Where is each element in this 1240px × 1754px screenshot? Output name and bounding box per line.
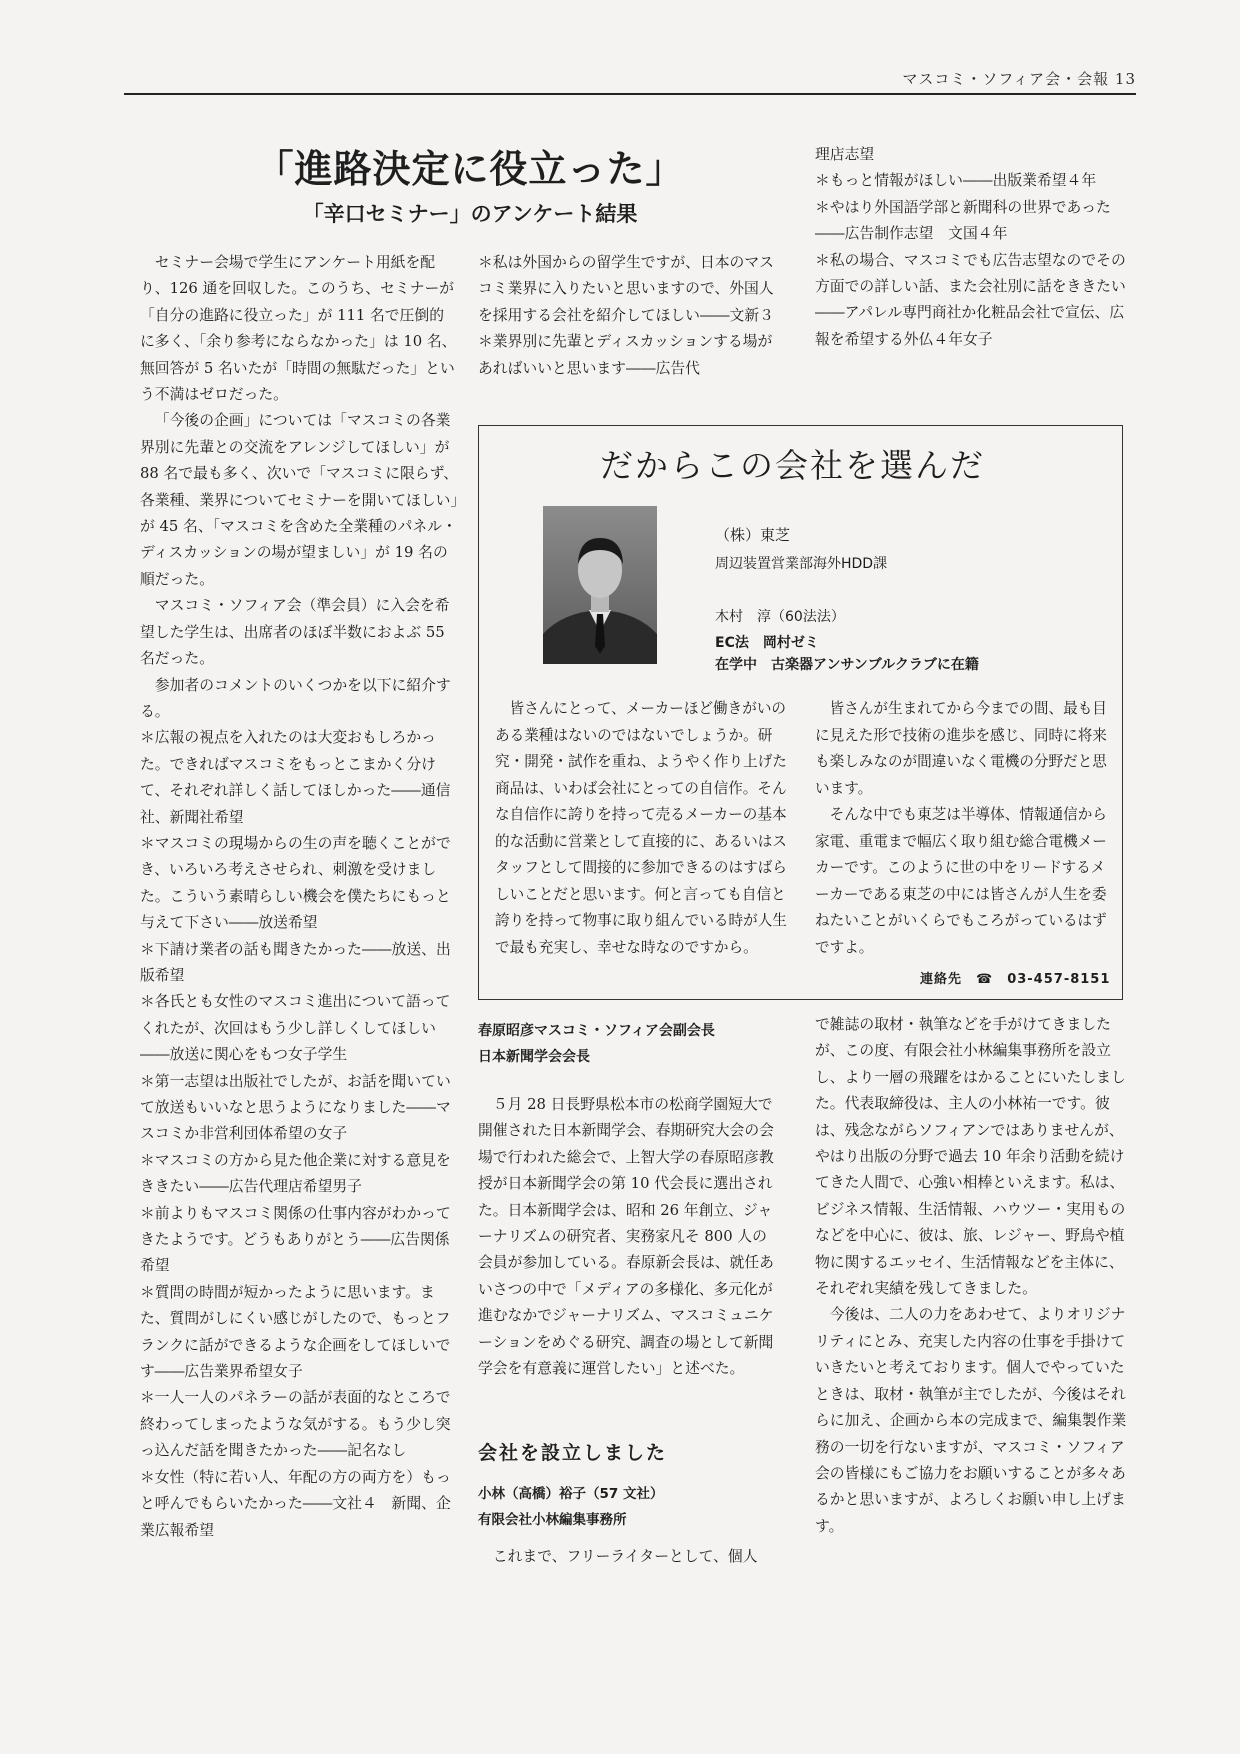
club-info: 在学中 古楽器アンサンブルクラブに在籍: [715, 657, 979, 673]
comment-item: ＊業界別に先輩とディスカッションする場があればいいと思います――広告代: [478, 333, 773, 377]
news-heading: 会社を設立しました: [478, 1442, 668, 1464]
page-header-label: マスコミ・ソフィア会・会報 13: [902, 70, 1136, 88]
paragraph: これまで、フリーライターとして、個人: [492, 1548, 758, 1565]
comment-item: ＊私は外国からの留学生ですが、日本のマスコミ業界に入りたいと思いますので、外国人を採用する会社を紹介してほしい――文新３: [478, 254, 774, 324]
paragraph: ５月 28 日長野県松本市の松商学園短大で開催された日本新聞学会、春期研究大会の会場で行われた総会で、上智大学の春原昭彦教授が日本新聞学会の第 10 代会長に選出された。日本新聞学会は、昭和 26 年創立、ジャーナリズムの研究者、実務家凡そ 800 人の会員が参加している。春原新会長は、就任あいさつの中で「メディアの多様化、多元化が進むなかでジャーナリズム、マスコミュニケーションをめぐる研究、調査の場として新聞学会を有意義に運営したい」と述べた。: [478, 1096, 774, 1378]
news-heading-line: 春原昭彦マスコミ・ソフィア会副会長: [478, 1023, 715, 1039]
feature-column-1: [495, 696, 790, 961]
paragraph: で雑誌の取材・執筆などを手がけてきましたが、この度、有限会社小林編集事務所を設立し、より一層の飛躍をはかることにいたしました。代表取締役は、主人の小林祐一です。彼は、残念ながらソフィアンではありませんが、やはり出版の分野で過去 10 年余り活動を続けてきた人間で、心強い相棒といえます。私は、ビジネス情報、生活情報、ハウツー・実用ものなどを中心に、彼は、旅、レジャー、野鳥や植物に関するエッセイ、生活情報などを主体に、それぞれ実績を残してきました。: [815, 1016, 1126, 1298]
article-title: 「進路決定に役立った」: [255, 146, 685, 191]
comment-item: ＊第一志望は出版社でしたが、お話を聞いていて放送もいいなと思うようになりました――マスコミか非営利団体希望の女子: [140, 1072, 451, 1143]
comment-item: ＊各氏とも女性のマスコミ進出について語ってくれたが、次回はもう少し詳しくしてほしい――放送に関心をもつ女子学生: [140, 993, 451, 1064]
news-body-continued: [815, 1012, 1130, 1540]
paragraph: マスコミ・ソフィア会（準会員）に入会を希望した学生は、出席者のほぼ半数におよぶ 55 名だった。: [140, 597, 450, 668]
comment-item: ＊下請け業者の話も聞きたかった――放送、出版希望: [140, 940, 451, 984]
paragraph: セミナー会場で学生にアンケート用紙を配り、126 通を回収した。このうち、セミナーが「自分の進路に役立った」が 111 名で圧倒的に多く、「余り参考にならなかった」は 10 名、無回答が 5 名いたが「時間の無駄だった」という不満はゼロだった。: [140, 254, 457, 404]
department-name: 周辺装置営業部海外HDD課: [715, 556, 888, 572]
survey-column-3: [815, 142, 1130, 353]
comment-item: ＊私の場合、マスコミでも広告志望なのでその方面での詳しい話、また会社別に話をききたい――アパレル専門商社か化粧品会社で宣伝、広報を希望する外仏４年女子: [815, 251, 1126, 348]
survey-column-2: [478, 250, 778, 382]
person-name: 木村 淳（60法法）: [715, 609, 845, 625]
comment-item: ＊質問の時間が短かったように思います。また、質問がしにくい感じがしたので、もっとフランクに話ができるような企画をしてほしいです――広告業界希望女子: [140, 1283, 451, 1381]
comment-item: ＊やはり外国語学部と新聞科の世界であった――広告制作志望 文国４年: [815, 198, 1111, 243]
seminar-info: EC法 岡村ゼミ: [715, 635, 819, 651]
author-company: 有限会社小林編集事務所: [478, 1512, 627, 1528]
portrait-photo: [543, 506, 657, 664]
paragraph: 皆さんが生まれてから今までの間、最も目に見えた形で技術の進歩を感じ、同時に将来も楽しみなのが間違いなく電機の分野だと思います。: [815, 700, 1107, 797]
news-body: [478, 1544, 778, 1570]
paragraph: 参加者のコメントのいくつかを以下に紹介する。: [140, 676, 451, 720]
paragraph: 「今後の企画」については「マスコミの各業界別に先輩との交流をアレンジしてほしい」が 88 名で最も多く、次いで「マスコミに限らず、各業種、業界についてセミナーを開いてほしい」が 45 名、「マスコミを含めた全業種のパネル・ディスカッションの場が望ましい」が 19 名の順だった。: [140, 412, 458, 588]
comment-item: ＊マスコミの現場からの生の声を聴くことができ、いろいろ考えさせられ、刺激を受けました。こういう素晴らしい機会を僕たちにもっと与えて下さい――放送希望: [140, 834, 451, 932]
comment-item: ＊もっと情報がほしい――出版業希望４年: [815, 172, 1097, 190]
comment-item: ＊広報の視点を入れたのは大変おもしろかった。できればマスコミをもっとこまかく分けて、それぞれ詳しく話してほしかった――通信社、新聞社希望: [140, 729, 451, 826]
comment-item: 理店志望: [815, 146, 875, 163]
news-heading-line: 日本新聞学会会長: [478, 1049, 590, 1065]
company-name: （株）東芝: [715, 526, 791, 544]
header-rule: [124, 93, 1136, 95]
article-subtitle: 「辛口セミナー」のアンケート結果: [302, 202, 638, 226]
comment-item: ＊前よりもマスコミ関係の仕事内容がわかってきたようです。どうもありがとう――広告関係希望: [140, 1204, 451, 1275]
feature-column-2: [815, 696, 1110, 961]
comment-item: ＊一人一人のパネラーの話が表面的なところで終わってしまったような気がする。もう少し突っ込んだ話を聞きたかった――記名なし: [140, 1389, 451, 1460]
news-body: [478, 1092, 778, 1382]
survey-column-1: [140, 250, 458, 1544]
comment-item: ＊女性（特に若い人、年配の方の両方を）もっと呼んでもらいたかった――文社４ 新聞、企業広報希望: [140, 1468, 451, 1539]
news-heading: [478, 1018, 715, 1070]
news-author: [478, 1481, 664, 1533]
paragraph: 皆さんにとって、メーカーほど働きがいのある業種はないのではないでしょうか。研究・開発・試作を重ね、ようやく作り上げた商品は、いわば会社にとっての自信作。そんな自信作に誇りを持って売るメーカーの基本的な活動に営業として直接的に、あるいはスタッフとして間接的に参加できるのはすばらしいことだと思います。何と言っても自信と誇りを持って物事に取り組んでいる時が人生で最も充実し、幸せな時なのですから。: [495, 700, 787, 956]
paragraph: 今後は、二人の力をあわせて、よりオリジナリティにとみ、充実した内容の仕事を手掛けていきたいと考えております。個人でやっていたときは、取材・執筆が主でしたが、今後はそれらに加え、企画から本の完成まで、編集製作業務の一切を行ないますが、マスコミ・ソフィア会の皆様にもご協力をお願いすることが多々あるかと思いますが、よろしくお願い申し上げます。: [815, 1306, 1127, 1535]
author-name: 小林（高橋）裕子（57 文社）: [478, 1486, 664, 1502]
feature-title: だからこの会社を選んだ: [600, 446, 985, 485]
contact-phone: 連絡先 ☎ 03-457-8151: [920, 972, 1111, 987]
paragraph: そんな中でも東芝は半導体、情報通信から家電、重電まで幅広く取り組む総合電機メーカーです。このように世の中をリードするメーカーである東芝の中には皆さんが人生を委ねたいことがいくらでもころがっているはずですよ。: [815, 806, 1107, 956]
comment-item: ＊マスコミの方から見た他企業に対する意見をききたい――広告代理店希望男子: [140, 1151, 451, 1196]
